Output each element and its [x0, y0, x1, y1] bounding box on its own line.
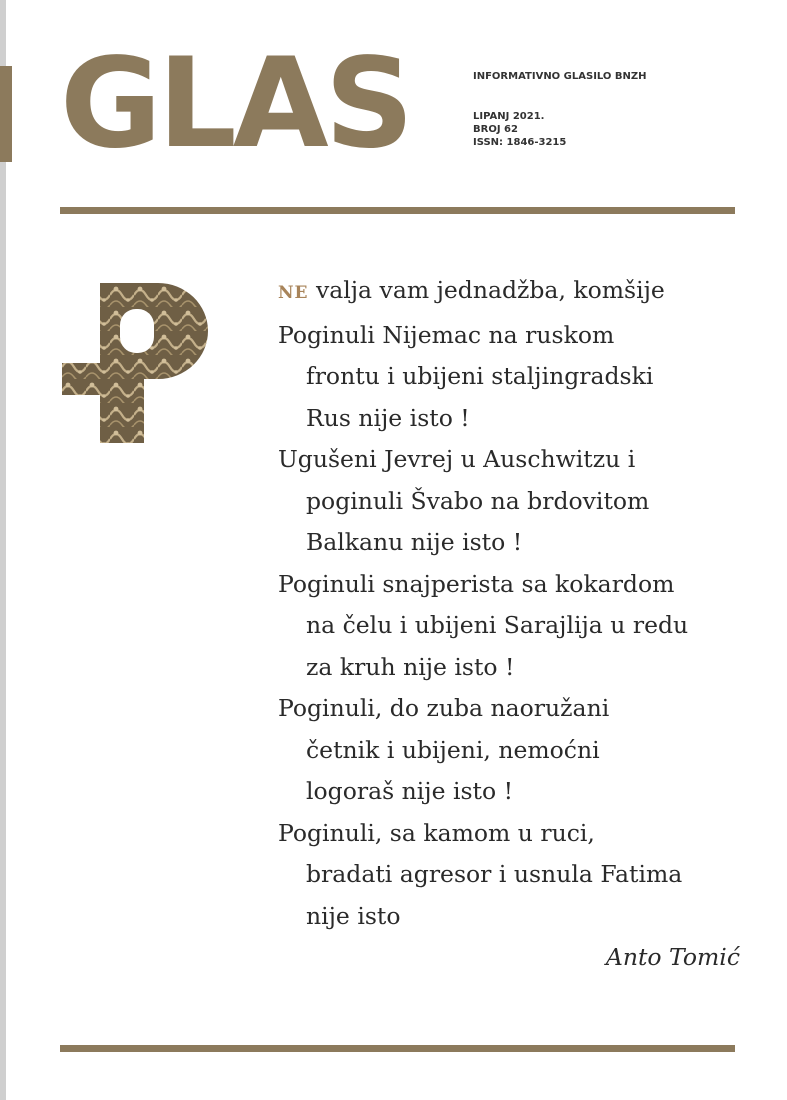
masthead-title: GLAS: [60, 32, 411, 176]
poem-line: na čelu i ubijeni Sarajlija u redu: [306, 611, 689, 639]
letter-p-cross-emblem-icon: [62, 283, 212, 443]
publication-tagline: INFORMATIVNO GLASILO BNZH: [473, 71, 647, 82]
poem-line: Balkanu nije isto !: [306, 528, 523, 556]
poem-line: Poginuli, do zuba naoružani: [278, 694, 610, 722]
issn: ISSN: 1846-3215: [473, 137, 567, 148]
poem-line: logoraš nije isto !: [306, 777, 514, 805]
top-divider: [60, 207, 735, 214]
poem-line: Ugušeni Jevrej u Auschwitzu i: [278, 445, 636, 473]
poem-line: za kruh nije isto !: [306, 652, 515, 681]
poem-author: Anto Tomić: [605, 943, 740, 971]
poem-line: nije isto: [306, 901, 401, 930]
poem-line: četnik i ubijeni, nemoćni: [306, 735, 600, 764]
masthead-accent-bar: [0, 66, 12, 162]
poem-line: Poginuli snajperista sa kokardom: [278, 569, 675, 598]
poem-line: bradati agresor i usnula Fatima: [306, 860, 683, 888]
bottom-divider: [60, 1045, 735, 1052]
poem-line: Rus nije isto !: [306, 403, 470, 432]
poem-line-text: valja vam jednadžba, komšije: [308, 276, 665, 304]
page-edge: [0, 0, 6, 1100]
issue-month: LIPANJ 2021.: [473, 111, 545, 122]
poem-lead-word: NE: [278, 283, 309, 303]
poem-line: Poginuli, sa kamom u ruci,: [278, 818, 595, 847]
poem-line: frontu i ubijeni staljingradski: [306, 362, 654, 390]
issue-number: BROJ 62: [473, 124, 518, 135]
poem: [278, 270, 748, 979]
poem-line: poginuli Švabo na brdovitom: [306, 486, 650, 515]
poem-line: [278, 270, 748, 315]
poem-line: Poginuli Nijemac na ruskom: [278, 320, 615, 349]
